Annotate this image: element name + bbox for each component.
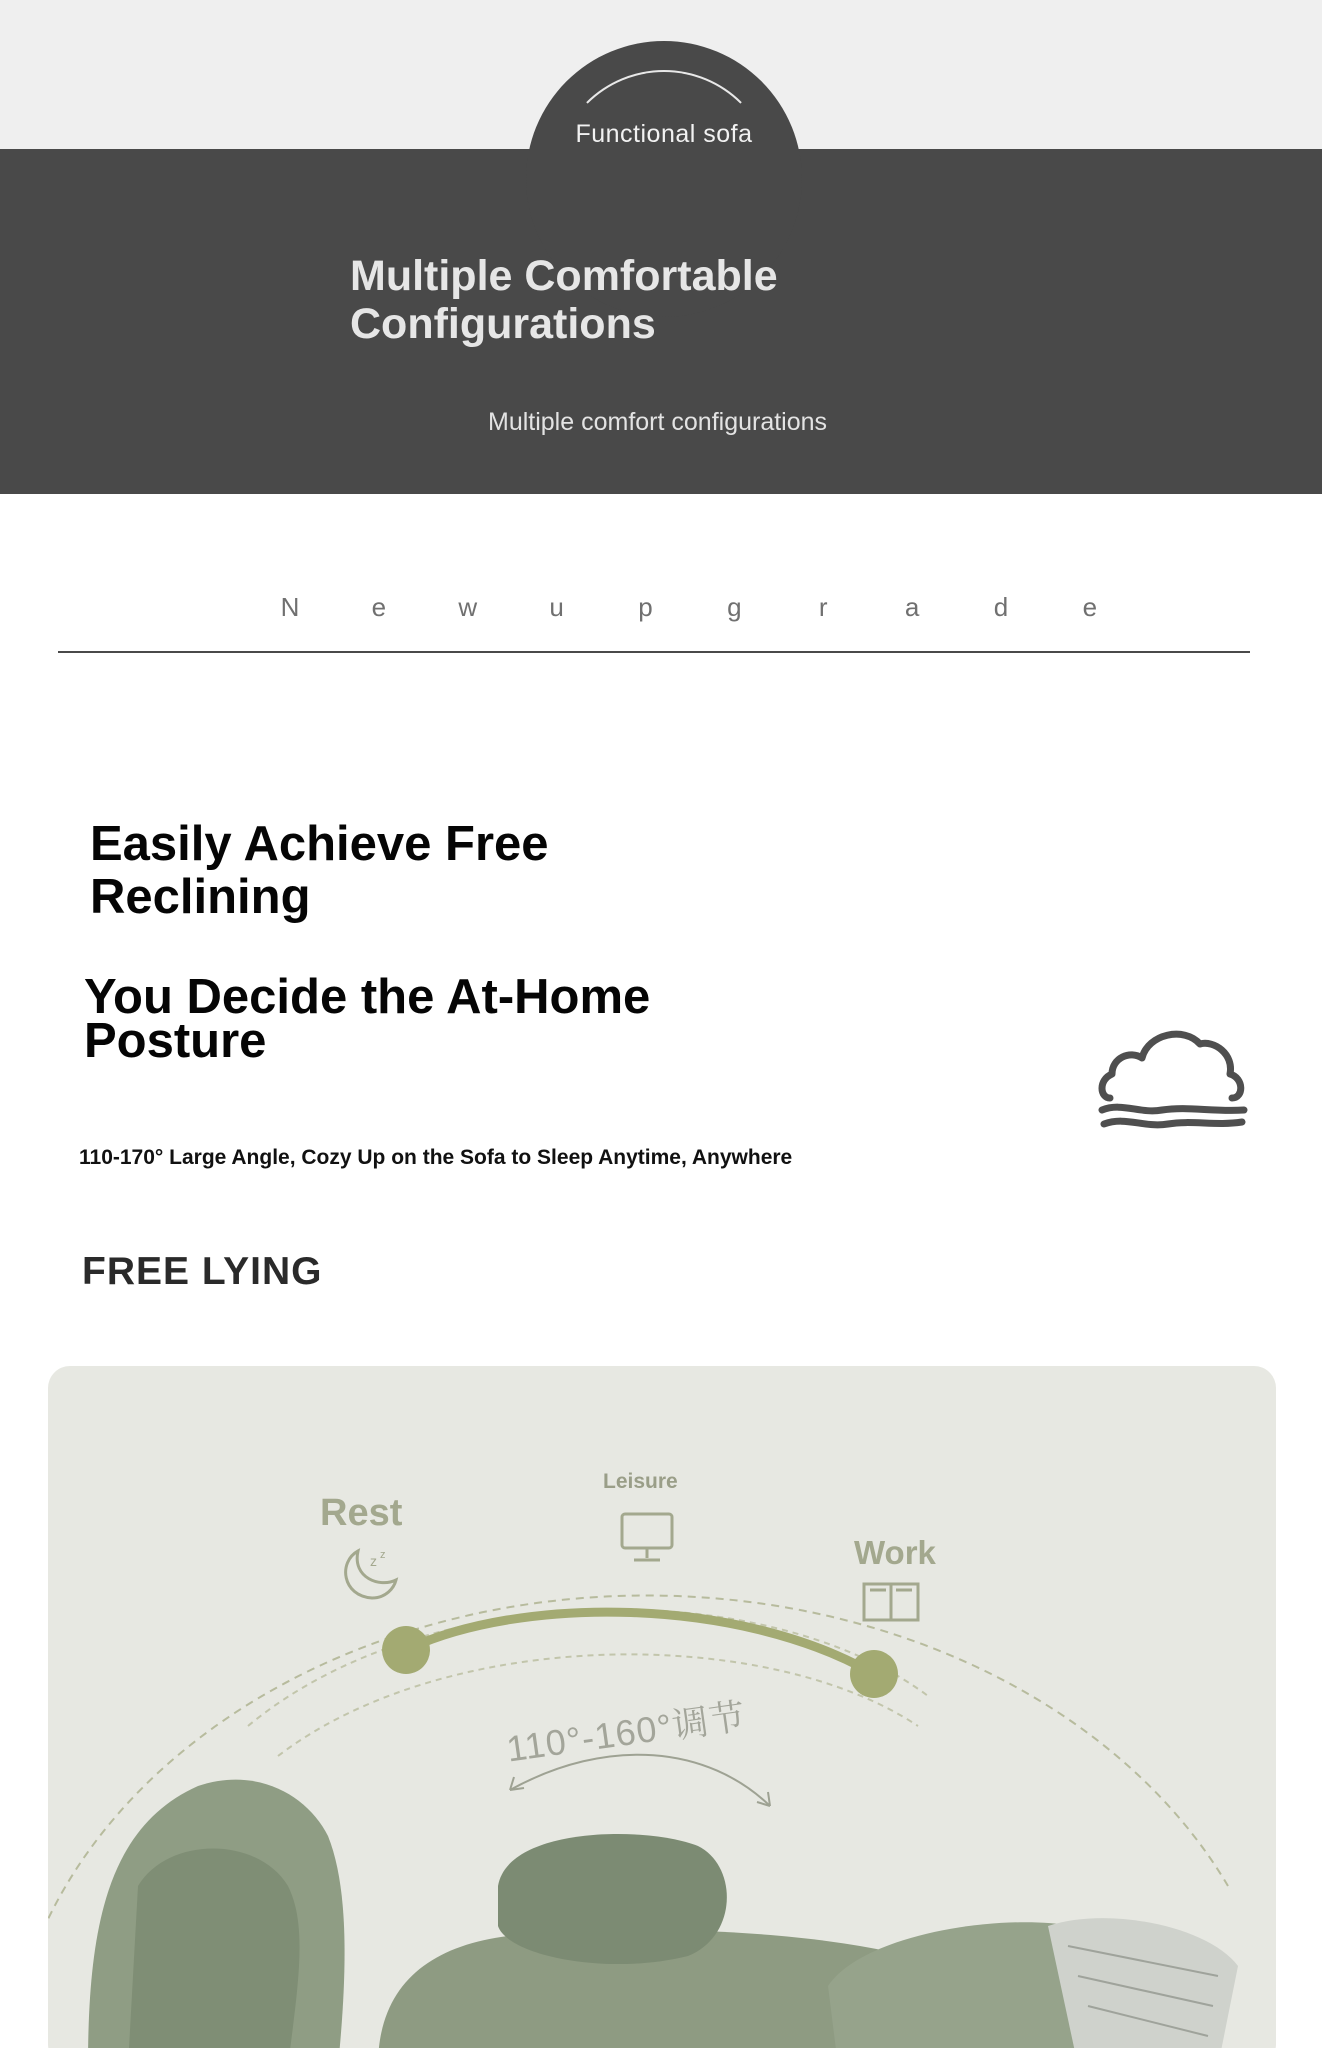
page-title: Multiple Comfortable Configurations xyxy=(350,252,778,348)
upgrade-letter: N xyxy=(280,592,300,622)
rest-handle xyxy=(382,1626,430,1674)
angle-range-label: 110°-160°调节 xyxy=(503,1695,749,1770)
new-upgrade-heading xyxy=(270,592,1110,623)
angle-caption: 110-170° Large Angle, Cozy Up on the Sofa to Sleep Anytime, Anywhere xyxy=(79,1146,793,1169)
recliner-sofa xyxy=(88,1780,1238,2048)
mode-work-label: Work xyxy=(854,1534,936,1571)
page-subtitle: Multiple comfort configurations xyxy=(488,408,828,436)
upgrade-letter: p xyxy=(638,592,653,622)
mode-leisure-label: Leisure xyxy=(603,1470,678,1493)
recliner-illustration-panel xyxy=(48,1366,1276,2048)
upgrade-letter: e xyxy=(371,592,387,622)
upgrade-letter: a xyxy=(904,592,920,622)
divider xyxy=(58,651,1250,653)
mode-rest-label: Rest xyxy=(320,1492,403,1534)
book-icon xyxy=(864,1584,918,1620)
section-label: FREE LYING xyxy=(82,1250,323,1293)
upgrade-letter: r xyxy=(818,592,828,622)
work-handle xyxy=(850,1650,898,1698)
upgrade-letter: g xyxy=(727,592,742,622)
svg-text:z: z xyxy=(370,1553,377,1569)
svg-text:z: z xyxy=(380,1549,386,1561)
headline-reclining: Easily Achieve Free Reclining xyxy=(90,817,549,924)
upgrade-letter: d xyxy=(993,592,1009,622)
badge-label: Functional sofa xyxy=(575,120,753,148)
headline-posture: You Decide the At-Home Posture xyxy=(84,970,651,1068)
cloud-icon xyxy=(1092,1014,1252,1144)
inner-arc-top xyxy=(248,1609,928,1726)
upgrade-letter: u xyxy=(549,592,564,622)
upgrade-letter: e xyxy=(1082,592,1098,622)
moon-sleep-icon xyxy=(346,1549,396,1598)
upgrade-letter: w xyxy=(458,592,478,622)
adjustment-track xyxy=(406,1612,874,1674)
monitor-icon xyxy=(622,1514,672,1560)
